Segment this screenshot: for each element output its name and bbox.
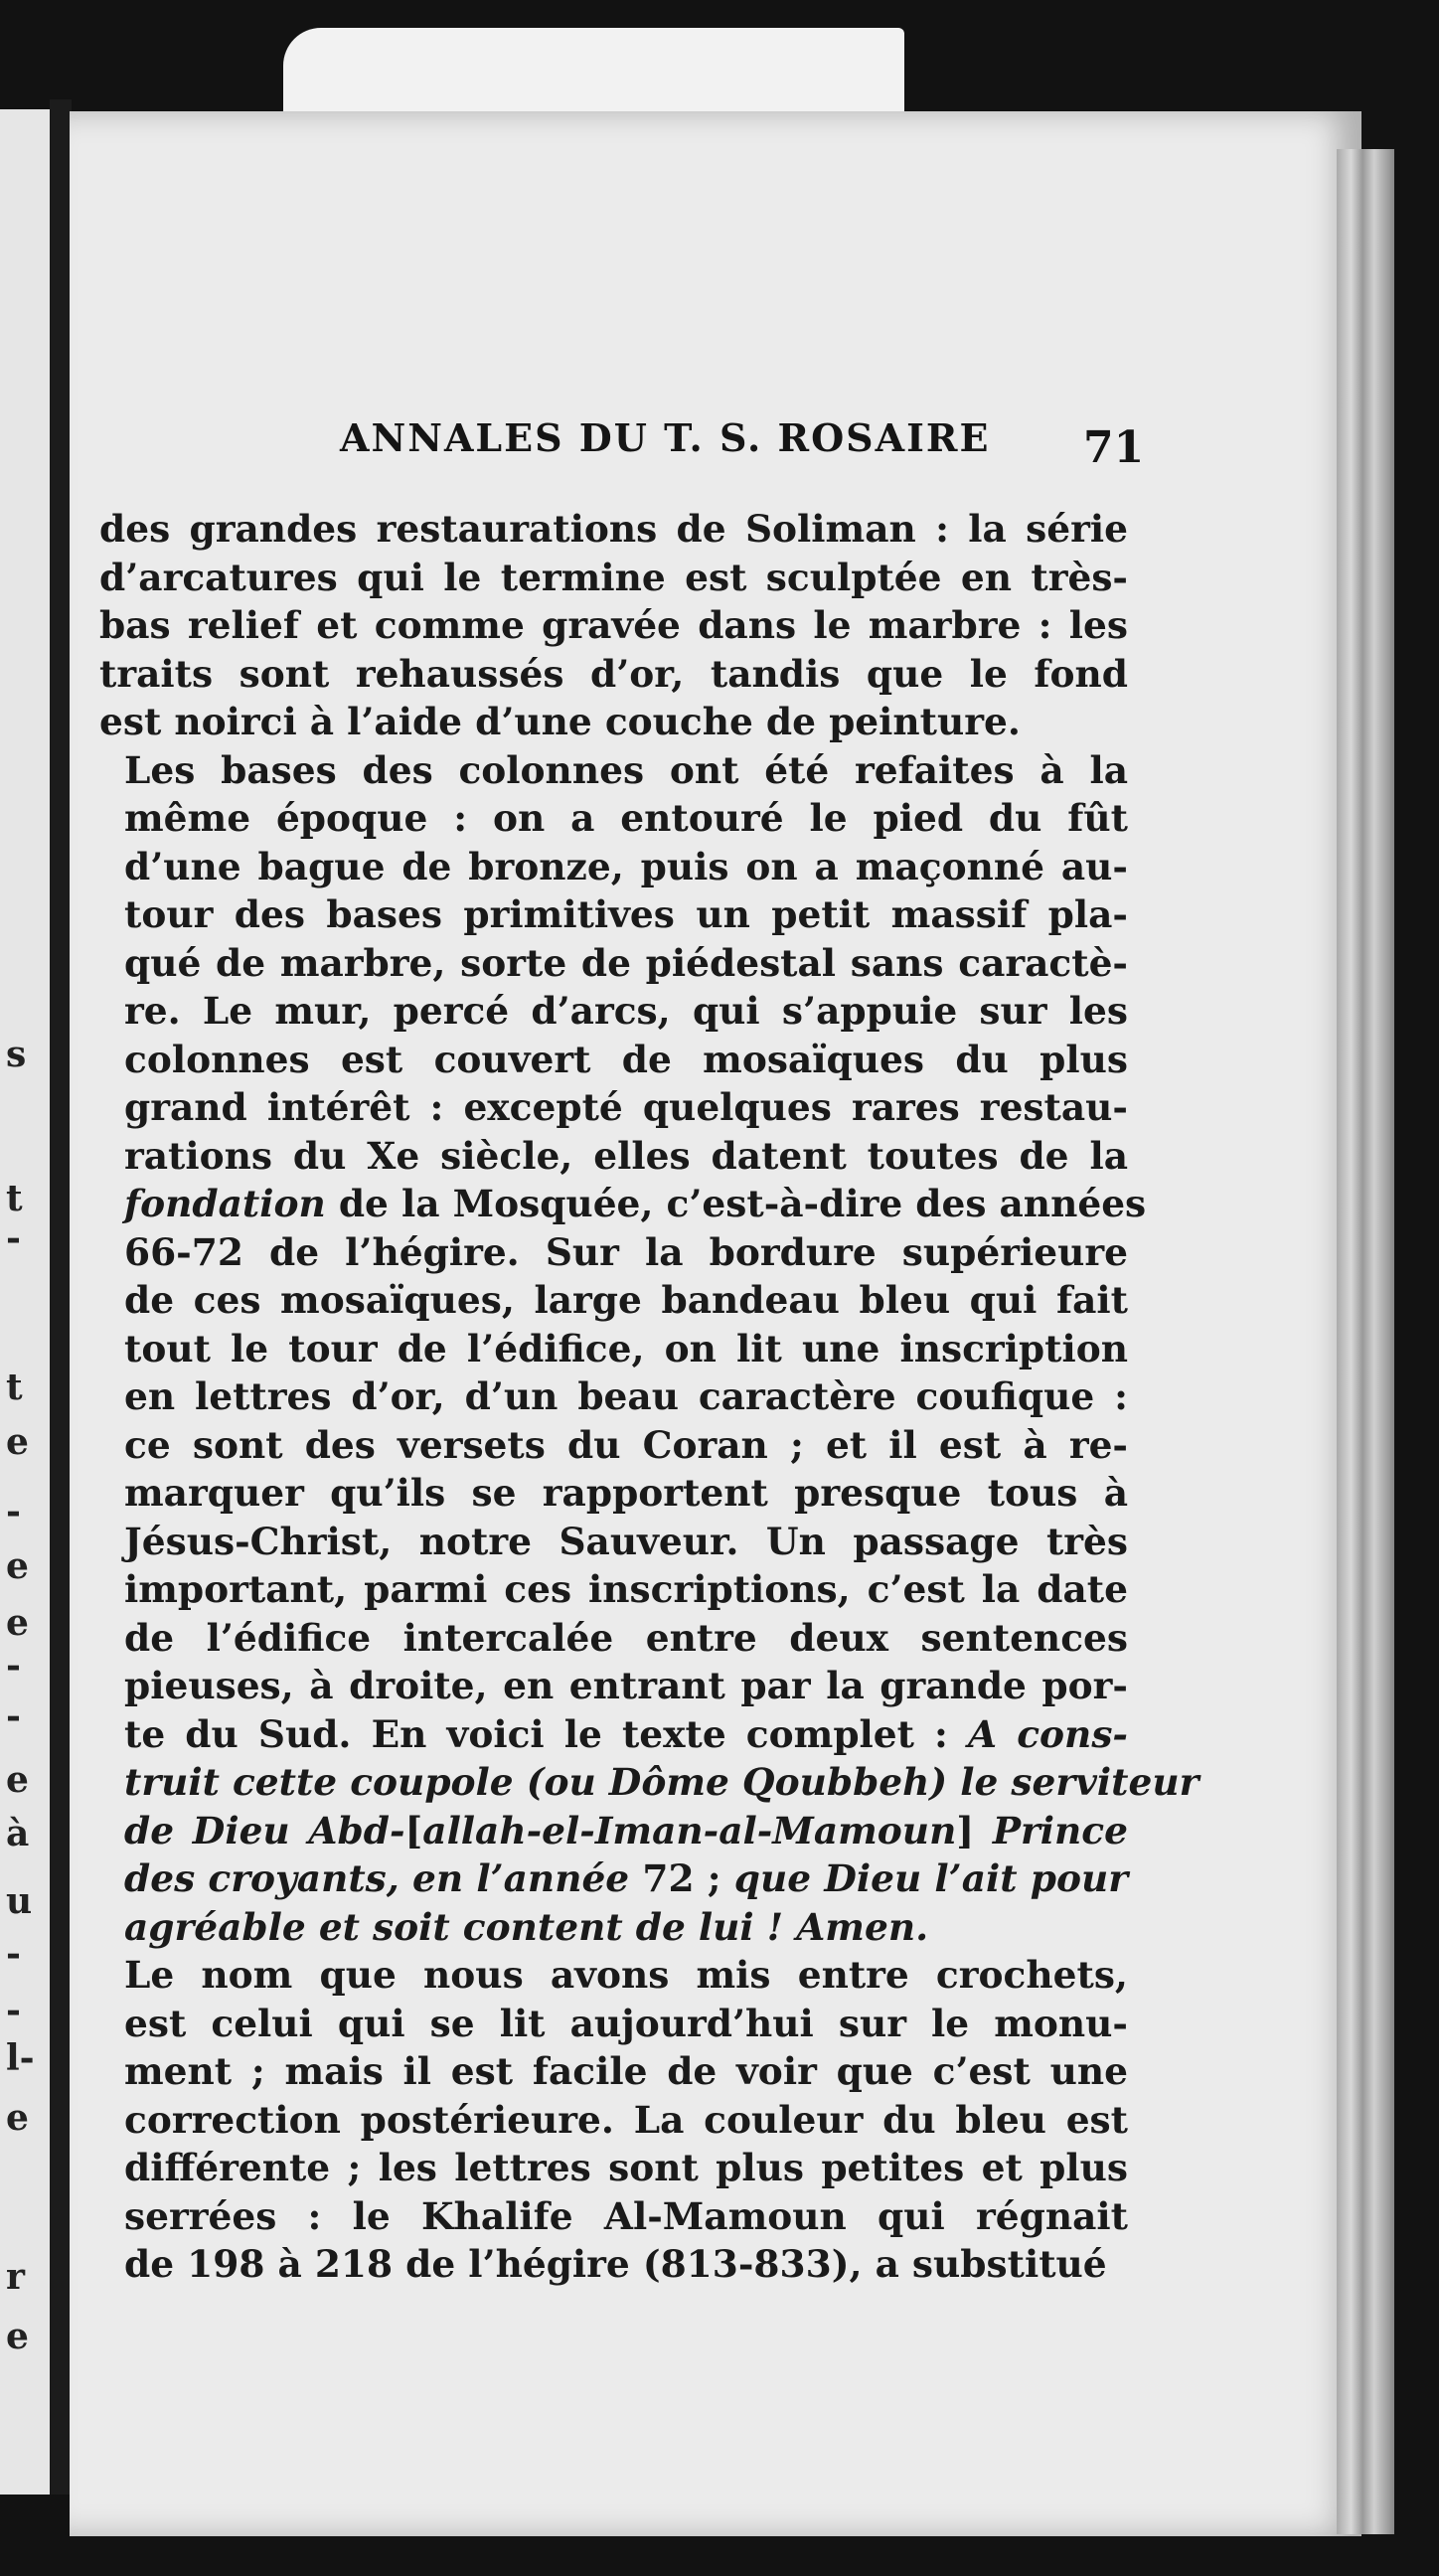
left-page-fragment: e <box>6 1759 29 1801</box>
italic-text: allah-el-Iman-al-Mamoun <box>422 1808 957 1852</box>
left-page-fragment: - <box>6 1645 21 1687</box>
text-line <box>99 1614 1128 1663</box>
text-line <box>99 1132 1128 1181</box>
text-run: tout le tour de l’édifice, on lit une inscription <box>124 1326 1128 1370</box>
text-line <box>99 2144 1128 2192</box>
left-page-fragment: - <box>6 1491 21 1532</box>
text-run: correction postérieure. La couleur du bleu est <box>124 2097 1128 2142</box>
text-line <box>99 1662 1128 1710</box>
text-run: [ <box>404 1808 423 1852</box>
text-run: bas relief et comme gravée dans le marbre : les <box>99 603 1128 647</box>
text-run: Les bases des colonnes ont été refaites à la <box>124 747 1128 792</box>
text-line <box>99 698 1128 746</box>
text-line <box>99 2240 1128 2289</box>
text-line <box>99 987 1128 1036</box>
italic-text: truit cette coupole (ou Dôme Qoubbeh) le serviteur <box>124 1760 1199 1804</box>
text-line <box>99 1083 1128 1132</box>
page-stack-edge <box>1337 149 1394 2534</box>
text-run: est noirci à l’aide d’une couche de peinture. <box>99 700 1021 743</box>
text-run: de ces mosaïques, large bandeau bleu qui fait <box>124 1278 1128 1322</box>
text-run: de l’édifice intercalée entre deux sentences <box>124 1615 1128 1660</box>
text-run: Jésus-Christ, notre Sauveur. Un passage très <box>124 1519 1128 1563</box>
running-head: ANNALES DU T. S. ROSAIRE <box>340 415 991 460</box>
page-number: 71 <box>1083 422 1145 473</box>
left-page-fragment: - <box>6 1217 21 1259</box>
text-run: 66-72 de l’hégire. Sur la bordure supérieure <box>124 1229 1128 1274</box>
text-line <box>99 505 1128 554</box>
left-page-fragment: l- <box>6 2037 35 2079</box>
text-run: colonnes est couvert de mosaïques du plus <box>124 1037 1128 1081</box>
text-line <box>99 1036 1128 1084</box>
text-line <box>99 1758 1199 1807</box>
text-line <box>99 794 1128 843</box>
text-line <box>99 1903 1128 1952</box>
text-run: rations du Xe siècle, elles datent toutes de la <box>124 1133 1128 1178</box>
paragraph <box>99 746 1199 1952</box>
text-run: de la Mosquée, c’est-à-dire des années <box>325 1182 1147 1225</box>
text-line <box>99 890 1128 939</box>
book-spine <box>50 99 72 2495</box>
text-line <box>99 1854 1128 1903</box>
left-page-fragment: e <box>6 1602 29 1644</box>
italic-text: A cons- <box>968 1711 1128 1756</box>
text-line <box>99 554 1128 602</box>
text-line <box>99 1518 1128 1566</box>
left-page-fragment: - <box>6 1933 21 1975</box>
left-page-fragment: u <box>6 1880 33 1922</box>
left-page-edge <box>0 109 50 2495</box>
body-text <box>99 505 1199 2289</box>
text-run: qué de marbre, sorte de piédestal sans caractè- <box>124 940 1128 985</box>
text-line <box>99 2047 1128 2096</box>
italic-text: que Dieu l’ait pour <box>733 1856 1129 1900</box>
text-line <box>99 1469 1128 1518</box>
italic-text: Prince <box>992 1808 1128 1852</box>
left-page-fragment: e <box>6 1545 29 1587</box>
text-line <box>99 2096 1128 2145</box>
text-run: des grandes restaurations de Soliman : la série <box>99 507 1128 551</box>
text-run: re. Le mur, percé d’arcs, qui s’appuie sur les <box>124 989 1128 1033</box>
left-page-fragment: t <box>6 1367 23 1408</box>
left-page-fragment: r <box>6 2256 25 2298</box>
text-line <box>99 1421 1128 1470</box>
text-line <box>99 1325 1128 1373</box>
text-run: 72 ; <box>642 1856 734 1900</box>
text-run: serrées : le Khalife Al-Mamoun qui régnait <box>124 2193 1128 2238</box>
text-run: de 198 à 218 de l’hégire (813-833), a substitué <box>124 2242 1107 2286</box>
text-run: pieuses, à droite, en entrant par la grande por- <box>124 1664 1128 1707</box>
text-run: marquer qu’ils se rapportent presque tous à <box>124 1471 1128 1515</box>
text-line <box>99 1372 1128 1421</box>
paragraph <box>99 505 1128 746</box>
text-line <box>99 939 1128 988</box>
text-run: important, parmi ces inscriptions, c’est la date <box>124 1567 1128 1611</box>
italic-text: de Dieu Abd- <box>124 1808 405 1852</box>
left-page-fragment: e <box>6 2097 29 2139</box>
text-run: tour des bases primitives un petit massif pla- <box>124 892 1128 936</box>
text-line <box>99 1180 1147 1228</box>
text-run: même époque : on a entouré le pied du fût <box>124 796 1128 840</box>
text-run: ment ; mais il est facile de voir que c’est une <box>124 2049 1128 2093</box>
text-line <box>99 1807 1128 1855</box>
left-page-fragment: t <box>6 1178 23 1219</box>
paragraph <box>99 1951 1128 2289</box>
text-run: est celui qui se lit aujourd’hui sur le monu- <box>124 2001 1128 2045</box>
italic-text: des croyants, en l’année <box>124 1856 643 1900</box>
left-page-fragment: s <box>6 1034 27 1075</box>
text-line <box>99 650 1128 699</box>
text-line <box>99 1710 1128 1759</box>
left-page-fragment: - <box>6 1990 21 2031</box>
left-page-fragment: e <box>6 2316 29 2357</box>
text-line <box>99 1951 1128 2000</box>
left-page-fragment: e <box>6 1421 29 1463</box>
text-line <box>99 843 1128 891</box>
text-line <box>99 1228 1128 1277</box>
text-run: d’arcatures qui le termine est sculptée en très- <box>99 555 1128 599</box>
left-page-fragment: à <box>6 1813 30 1854</box>
text-line <box>99 1565 1128 1614</box>
text-line <box>99 601 1128 650</box>
text-line <box>99 746 1128 795</box>
left-page-fragment: - <box>6 1695 21 1737</box>
text-line <box>99 2000 1128 2048</box>
text-run: en lettres d’or, d’un beau caractère coufique : <box>124 1374 1128 1418</box>
text-run: différente ; les lettres sont plus petites et plus <box>124 2146 1128 2189</box>
text-run: traits sont rehaussés d’or, tandis que le fond <box>99 651 1128 696</box>
text-run: te du Sud. En voici le texte complet : <box>124 1711 969 1756</box>
text-line <box>99 1276 1128 1325</box>
italic-text: fondation <box>124 1182 326 1225</box>
text-run: d’une bague de bronze, puis on a maçonné au- <box>124 844 1128 888</box>
text-run: Le nom que nous avons mis entre crochets, <box>124 1953 1128 1997</box>
text-run: ce sont des versets du Coran ; et il est à re- <box>124 1422 1128 1467</box>
italic-text: agréable et soit content de lui ! Amen. <box>124 1904 929 1949</box>
text-run: grand intérêt : excepté quelques rares restau- <box>124 1085 1128 1129</box>
text-line <box>99 2192 1128 2241</box>
text-run: ] <box>956 1808 993 1852</box>
